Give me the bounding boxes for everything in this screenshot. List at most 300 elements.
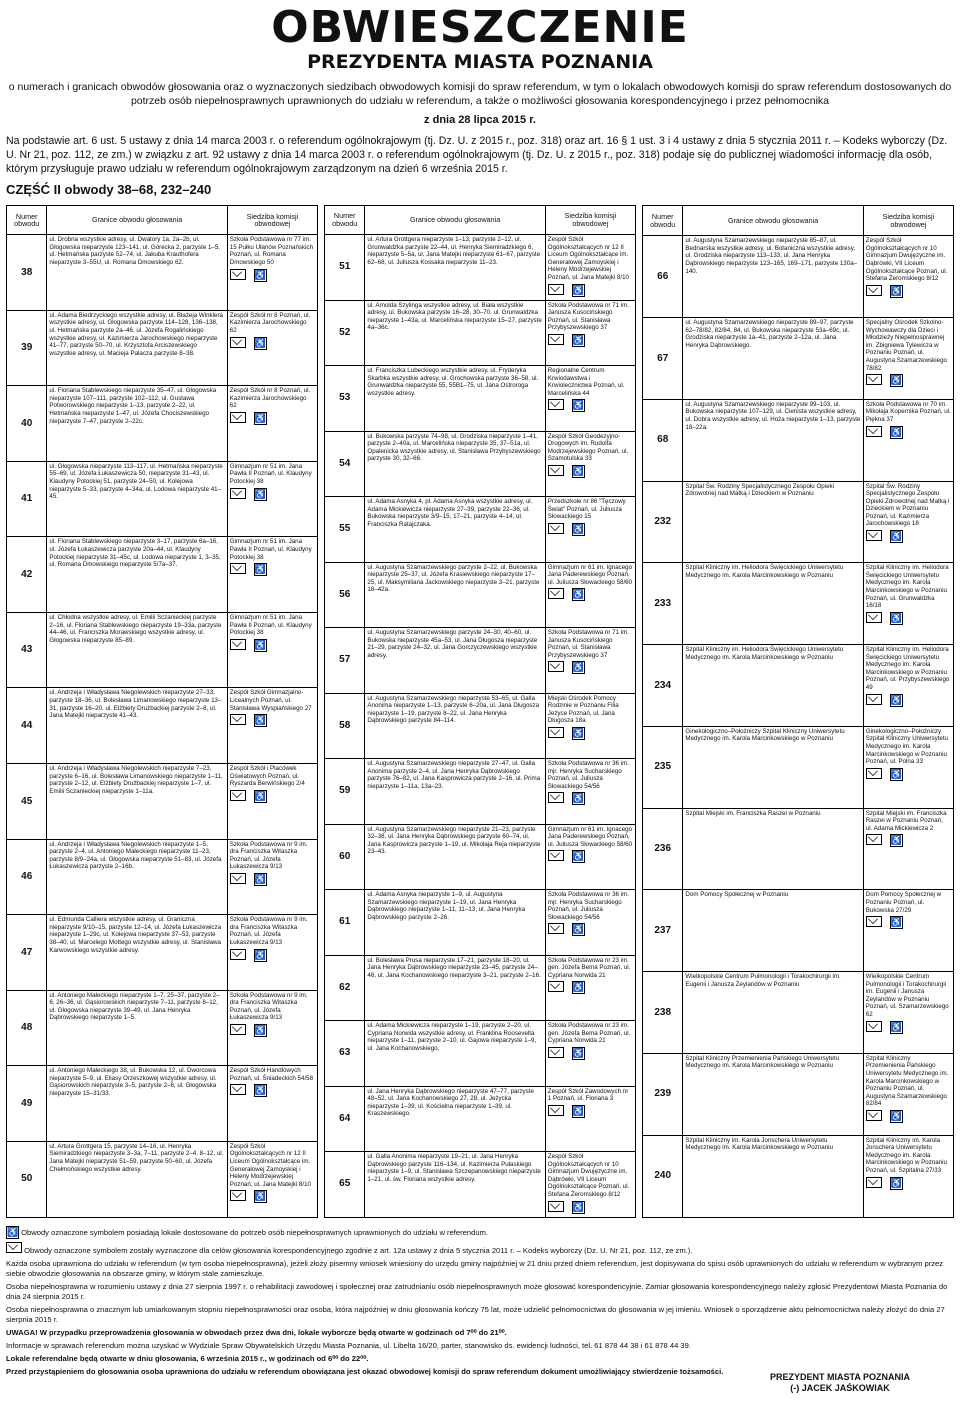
commission-seat-text: Zespół Szkół Handlowych Poznań, ul. Śniadeckich 54/58	[229, 1067, 314, 1082]
accessibility-icon: ♿	[572, 1047, 585, 1058]
accessibility-icon: ♿	[890, 1111, 903, 1122]
table-row	[325, 890, 636, 956]
seat-symbols	[548, 850, 585, 863]
seat-symbols	[230, 269, 267, 282]
accessibility-icon: ♿	[7, 1226, 19, 1237]
district-number: 238	[643, 972, 683, 1054]
district-bounds: ul. Adama Asnyka 4, pl. Adama Asnyka wszystkie adresy, ul. Adama Mickiewicza nieparzyste 27–39, parzyste 22–36, ul. Bukowska nieparzyste 3/9–15, 17–21, parzyste 4–14, ul. Franciszka Ratajczaka.	[365, 497, 545, 563]
signature-name: (-) JACEK JAŚKOWIAK	[790, 1383, 890, 1393]
district-number: 55	[325, 497, 365, 563]
column-header-seat: Siedziba komisji obwodowej	[863, 206, 953, 236]
commission-seat-text: Specjalny Ośrodek Szkolno-Wychowawczy dla Dzieci i Młodzieży Niepełnosprawnej im. Zbigniewa Tylewicza w Poznaniu Poznań, ul. Augustyna Szamarzewskiego 78/82	[865, 318, 947, 372]
district-number: 46	[7, 839, 47, 915]
seat-symbols	[230, 639, 267, 652]
district-bounds: ul. Drobna wszystkie adresy, ul. Dwatory 1a, 2a–2b, ul. Głogowska nieparzyste 123–141, ul. Górecka 2, parzyste 1–5, ul. Hetmańska parzyste 52–74, ul. Jakuba Krauthofera nieparzyste 3–55U, ul. Romana Dmowskiego 62.	[47, 235, 227, 311]
envelope-icon	[548, 1047, 564, 1058]
note-4: Osoba niepełnosprawna w rozumieniu ustawy z dnia 27 sierpnia 1997 r. o rehabilitacji zawodowej i społecznej oraz zatrudnianiu osób niepełnosprawnych może głosować korespondencyjnie. Zamiar głosowania korespondencyjnego należy zgłosić Prezydentowi Miasta Poznania do dnia 24 sierpnia 2015 r.	[6, 1281, 948, 1301]
commission-seat	[545, 824, 635, 890]
district-bounds: ul. Artura Grottgera 15, parzyste 14–16, ul. Henryka Siemiradzkiego nieparzyste 3–3a, 7–11, parzyste 2–4, 8–12, ul. Jana Matejki nieparzyste 51–59, parzyste 50–60, ul. Józefa Chełmońskiego wszystkie adresy.	[47, 1141, 227, 1217]
column-header-seat: Siedziba komisji obwodowej	[227, 206, 317, 235]
note-7: Informacje w sprawach referendum można uzyskać w Wydziale Spraw Obywatelskich Urzędu Miasta Poznania, ul. Libelta 16/20, parter, stanowisko ds. ewidencji ludności, tel. 61 878 44 38 i 61 878 44 39.	[6, 1340, 691, 1350]
commission-seat	[545, 1086, 635, 1152]
table-row	[7, 1141, 318, 1217]
commission-seat	[863, 972, 953, 1054]
seat-symbols	[230, 714, 267, 727]
district-bounds: ul. Augustyna Szamarzewskiego nieparzyste 99–103, ul. Bukowska nieparzyste 107–129, ul. Cienista wszystkie adresy, ul. Dobra wszystkie adresy, ul. Hoża nieparzyste 1–13, parzyste 18–22a.	[683, 399, 863, 481]
table-row	[7, 310, 318, 386]
district-bounds: ul. Jana Henryka Dąbrowskiego nieparzyste 47–77, parzyste 48–52, ul. Jana Kochanowskiego 27, 28, ul. Jeżycka nieparzyste 1–39, ul. Kościelna nieparzyste 1–39, ul. Kraszewskiego.	[365, 1086, 545, 1152]
envelope-icon	[230, 1024, 246, 1035]
table-row	[7, 235, 318, 311]
envelope-icon	[548, 1105, 564, 1116]
seat-symbols	[866, 285, 903, 298]
district-number: 58	[325, 693, 365, 759]
commission-seat	[545, 1021, 635, 1087]
commission-seat-text: Szkoła Podstawowa nr 77 im. 15 Pułku Ułanów Poznańskich Poznań, ul. Romana Dmowskiego 50	[229, 236, 314, 266]
district-number: 48	[7, 990, 47, 1066]
commission-seat	[227, 537, 317, 613]
commission-seat	[545, 628, 635, 694]
district-bounds: Szpital Kliniczny im. Heliodora Święcickiego Uniwersytetu Medycznego im. Karola Marcinkowskiego w Poznaniu	[683, 563, 863, 645]
commission-seat-text: Zespół Szkół Geodezyjno-Drogowych im. Rudolfa Modrzejewskiego Poznań, ul. Szamotulska 33	[547, 432, 629, 463]
seat-symbols	[548, 1201, 585, 1214]
commission-seat-text: Gimnazjum nr 51 im. Jana Pawła II Poznań, ul. Klaudyny Potockiej 38	[229, 613, 312, 637]
district-bounds: Szpital Kliniczny im. Karola Jonschera Uniwersytetu Medycznego im. Karola Marcinkowskiego w Poznaniu	[683, 1135, 863, 1217]
part-heading: CZĘŚĆ II obwody 38–68, 232–240	[6, 182, 212, 197]
seat-symbols	[230, 337, 267, 350]
district-number: 44	[7, 688, 47, 764]
commission-seat-text: Zespół Szkół Ogólnokształcących nr 10 Gimnazjum Dwujęzyczne im. Dąbrówki, VII Liceum Ogólnokształcące Poznań, ul. Stefana Żeromskiego 8/12	[547, 1153, 630, 1198]
commission-seat-text: Szpital Miejski im. Franciszka Raszei w Poznaniu Poznań, ul. Adama Mickiewicza 2	[865, 809, 947, 832]
envelope-icon	[548, 923, 564, 934]
envelope-icon	[866, 374, 882, 385]
envelope-icon	[866, 916, 882, 927]
table-row	[7, 839, 318, 915]
envelope-icon	[866, 612, 882, 623]
seat-symbols	[548, 1105, 585, 1118]
seat-symbols	[230, 949, 267, 962]
seat-symbols	[230, 488, 267, 501]
district-bounds: ul. Bolesława Prusa nieparzyste 17–21, parzyste 18–20, ul. Jana Henryka Dąbrowskiego nieparzyste 23–45, parzyste 24–46, ul. Jana Kochanowskiego nieparzyste 3–21, parzyste 2–16.	[365, 955, 545, 1021]
accessibility-icon: ♿	[254, 564, 267, 575]
table-row	[643, 317, 954, 399]
commission-seat	[227, 310, 317, 386]
envelope-icon	[230, 949, 246, 960]
commission-seat	[227, 764, 317, 840]
commission-seat-text: Zespół Szkół i Placówek Oświatowych Poznań, ul. Ryszarda Berwińskiego 2/4	[229, 765, 305, 788]
district-bounds: ul. Andrzeja i Władysława Niegolewskich nieparzyste 27–33, parzyste 18–36, ul. Bolesława Limanowskiego nieparzyste 13–31, parzyste 16–20, ul. Elżbiety Drużbackiej parzyste 2–8, ul. Jana Matejki nieparzyste 41–43.	[47, 688, 227, 764]
district-bounds: Ginekologiczno–Położniczy Szpital Kliniczny Uniwersytetu Medycznego im. Karola Marcinkowskiego w Poznaniu	[683, 726, 863, 808]
seat-symbols	[230, 563, 267, 576]
accessibility-icon: ♿	[254, 1191, 267, 1202]
accessibility-icon: ♿	[254, 715, 267, 726]
commission-seat-text: Gimnazjum nr 51 im. Jana Pawła II Poznań, ul. Klaudyny Potockiej 38	[229, 538, 312, 561]
commission-seat	[863, 1135, 953, 1217]
seat-symbols	[866, 694, 903, 707]
seat-symbols	[548, 792, 585, 805]
seat-symbols	[548, 399, 585, 412]
accessibility-icon: ♿	[572, 589, 585, 600]
district-bounds: ul. Adama Mickiewicza nieparzyste 1–19, parzyste 2–20, ul. Cypriana Norwida wszystkie adresy, ul. Franklina Roosevelta nieparzyste 1–11, parzyste 2–10, ul. Gajowa nieparzyste 1–9, ul. Jana Kochanowskiego.	[365, 1021, 545, 1087]
notice-title: OBWIESZCZENIE	[271, 2, 689, 53]
table-row	[325, 1152, 636, 1218]
district-bounds: ul. Galla Anonima nieparzyste 19–21, ul. Jana Henryka Dąbrowskiego parzyste 116–134, ul. Kazimierza Pułaskiego nieparzyste 1–9, ul. Stanisława Szczepanowskiego nieparzyste 1–21, ul. św. Floriana wszystkie adresy.	[365, 1152, 545, 1218]
district-bounds: ul. Augustyna Szamarzewskiego nieparzyste 53–65, ul. Galla Anonima nieparzyste 1–13, parzyste 6–20a, ul. Jana Długosza nieparzyste 1–19, parzyste 8–22, ul. Jana Henryka Dąbrowskiego parzyste 84–114.	[365, 693, 545, 759]
table-row	[643, 726, 954, 808]
seat-symbols	[230, 873, 267, 886]
column-header-bounds: Granice obwodu głosowania	[365, 206, 545, 235]
accessibility-icon: ♿	[572, 793, 585, 804]
district-bounds: ul. Antoniego Małeckiego 38, ul. Bukowska 12, ul. Dworcowa nieparzyste 5–9, ul. Eliasy Orzeszkowej wszystkie adresy, ul. Gąsiorowskich nieparzyste 3–5, parzyste 2–6, ul. Głogowska nieparzyste 15–31/33.	[47, 1066, 227, 1142]
seat-symbols	[866, 768, 903, 781]
accessibility-icon: ♿	[572, 334, 585, 345]
commission-seat	[545, 300, 635, 366]
commission-seat	[863, 808, 953, 890]
district-bounds: Dom Pomocy Społecznej w Poznaniu	[683, 890, 863, 972]
table-row	[7, 990, 318, 1066]
district-number: 42	[7, 537, 47, 613]
commission-seat-text: Szkoła Podstawowa nr 9 im. dra Franciszka Witaszka Poznań, ul. Józefa Łukaszewicza 9/13	[229, 991, 308, 1022]
envelope-icon	[866, 768, 882, 779]
district-number: 60	[325, 824, 365, 890]
commission-seat	[227, 386, 317, 462]
seat-symbols	[866, 916, 903, 929]
table-row	[7, 461, 318, 537]
seat-symbols	[548, 1047, 585, 1060]
accessibility-icon: ♿	[890, 917, 903, 928]
seat-symbols	[548, 661, 585, 674]
commission-seat	[227, 990, 317, 1066]
envelope-icon	[230, 337, 246, 348]
seat-symbols	[548, 727, 585, 740]
seat-symbols	[866, 1021, 903, 1034]
envelope-icon	[548, 661, 564, 672]
accessibility-icon: ♿	[572, 284, 585, 295]
table-row	[325, 1021, 636, 1087]
table-row	[643, 890, 954, 972]
district-number: 240	[643, 1135, 683, 1217]
district-bounds: ul. Floriana Stablewskiego nieparzyste 35–47, ul. Głogowska nieparzyste 107–111, parzyste 102–112, ul. Gustawa Potworowskiego nieparzyste 1–13, parzyste 2–22, ul. Hetmańska nieparzyste 1–47, ul. Józefa Chociszewskiego nieparzyste 7–47, parzyste 2–22c.	[47, 386, 227, 462]
table-row	[325, 693, 636, 759]
seat-symbols	[548, 465, 585, 478]
accessibility-icon: ♿	[254, 790, 267, 801]
note-9: Przed przystąpieniem do głosowania osoba uprawniona do udziału w referendum obowiązana jest okazać obwodowej komisji do spraw referendum dokument umożliwiający stwierdzenie tożsamości.	[6, 1366, 724, 1376]
commission-seat-text: Dom Pomocy Społecznej w Poznaniu Poznań, ul. Bukowska 27/29	[865, 891, 942, 914]
envelope-icon	[548, 588, 564, 599]
district-number: 63	[325, 1021, 365, 1087]
accessibility-icon: ♿	[572, 523, 585, 534]
commission-seat	[227, 235, 317, 311]
district-bounds: ul. Augustyna Szamarzewskiego nieparzyste 85–87, ul. Bednarska wszystkie adresy, ul. Botaniczna wszystkie adresy, ul. Grodziska nieparzyste 113–133, ul. Jana Henryka Dąbrowskiego nieparzyste 123–165, 169–171, parzyste 130a–140.	[683, 236, 863, 318]
district-number: 57	[325, 628, 365, 694]
commission-seat-text: Szkoła Podstawowa nr 23 im. gen. Józefa Bema Poznań, ul. Cypriana Norwida 21	[547, 1022, 631, 1045]
commission-seat-text: Zespół Szkół nr 8 Poznań, ul. Kazimierza Jarochowskiego 62	[229, 387, 311, 410]
accessibility-icon: ♿	[890, 1021, 903, 1032]
commission-seat	[863, 317, 953, 399]
commission-seat	[227, 839, 317, 915]
note-5: Osoba niepełnosprawna o znacznym lub umiarkowanym stopniu niepełnosprawności oraz osoba, która najpóźniej w dniu głosowania kończy 75 lat, może udzielić pełnomocnictwa do głosowania w jej imieniu. Wniosek o sporządzenie aktu pełnomocnictwa należy złożyć do dnia 27 sierpnia 2015 r.	[6, 1304, 945, 1324]
commission-seat-text: Wielkopolskie Centrum Pulmonologii i Torakochirurgii im. Eugenii i Janusza Zeylandów w Poznaniu Poznań, ul. Szamarzewskiego 62	[865, 973, 949, 1019]
district-number: 51	[325, 235, 365, 301]
column-header-bounds: Granice obwodu głosowania	[47, 206, 227, 235]
district-number: 40	[7, 386, 47, 462]
envelope-icon	[548, 465, 564, 476]
accessibility-icon: ♿	[890, 835, 903, 846]
district-number: 236	[643, 808, 683, 890]
envelope-icon	[230, 790, 246, 801]
table-row	[7, 764, 318, 840]
district-bounds: ul. Andrzeja i Władysława Niegolewskich nieparzyste 7–23, parzyste 6–16, ul. Bolesława Limanowskiego nieparzyste 1–11, parzyste 2–12, ul. Elżbiety Drużbackiej nieparzyste 1–7, ul. Emilii Sczanieckiej nieparzyste 1–11a.	[47, 764, 227, 840]
district-number: 52	[325, 300, 365, 366]
commission-seat	[545, 562, 635, 628]
district-number: 45	[7, 764, 47, 840]
seat-symbols	[866, 612, 903, 625]
signature	[770, 1372, 910, 1394]
table-row	[325, 562, 636, 628]
seat-symbols	[866, 374, 903, 387]
district-number: 61	[325, 890, 365, 956]
envelope-icon	[230, 269, 246, 280]
commission-seat	[227, 1066, 317, 1142]
envelope-icon	[548, 727, 564, 738]
commission-seat	[227, 461, 317, 537]
envelope-icon	[548, 850, 564, 861]
table-row	[643, 808, 954, 890]
commission-seat	[545, 1152, 635, 1218]
envelope-icon	[866, 426, 882, 437]
envelope-icon	[548, 981, 564, 992]
commission-seat	[545, 235, 635, 301]
accessibility-icon: ♿	[890, 426, 903, 437]
seat-symbols	[548, 284, 585, 297]
commission-seat-text: Zespół Szkół Ogólnokształcących nr 10 Gimnazjum Dwujęzyczne im. Dąbrówki, VII Liceum Ogólnokształcące Poznań, ul. Stefana Żeromskiego 8/12	[865, 237, 948, 283]
district-number: 43	[7, 612, 47, 688]
envelope-icon	[548, 523, 564, 534]
district-table-3	[642, 205, 954, 1218]
table-row	[325, 955, 636, 1021]
accessibility-icon: ♿	[572, 924, 585, 935]
district-number: 64	[325, 1086, 365, 1152]
seat-symbols	[866, 834, 903, 847]
accessibility-icon: ♿	[890, 375, 903, 386]
district-number: 47	[7, 915, 47, 991]
envelope-icon	[548, 1201, 564, 1212]
commission-seat-text: Szpital Kliniczny im. Karola Jonschera Uniwersytetu Medycznego im. Karola Marcinkowskiego w Poznaniu Poznań, ul. Szpitalna 27/33	[865, 1136, 947, 1174]
district-bounds: ul. Augustyna Szamarzewskiego parzyste 24–30, 40–60, ul. Bukowska nieparzyste 45a–53, ul. Jana Długosza nieparzyste 21–29, parzyste 24–32, ul. Jana Gorczyczewskiego wszystkie adresy.	[365, 628, 545, 694]
district-bounds: ul. Bukowska parzyste 74–98, ul. Grodziska nieparzyste 1–41, parzyste 2–40a, ul. Marcelińska nieparzyste 35, 37–51a, ul. Opalenicka wszystkie adresy, ul. Stanisława Przybyszewskiego parzyste 30, 32–66.	[365, 431, 545, 497]
district-tables	[6, 205, 954, 1218]
signature-role: PREZYDENT MIASTA POZNANIA	[769, 1372, 910, 1382]
accessibility-icon: ♿	[254, 639, 267, 650]
envelope-icon	[230, 1084, 246, 1095]
district-number: 56	[325, 562, 365, 628]
district-bounds: ul. Chłodna wszystkie adresy, ul. Emilii Sczanieckiej parzyste 2–16, ul. Floriana Stablewskiego nieparzyste 19–33a, parzyste 44–46, ul. Franciszka Morawskiego wszystkie adresy, ul. Głogowska nieparzyste 85–89.	[47, 612, 227, 688]
accessibility-icon: ♿	[572, 1201, 585, 1212]
seat-symbols	[230, 412, 267, 425]
table-row	[643, 563, 954, 645]
envelope-icon	[230, 563, 246, 574]
district-number: 62	[325, 955, 365, 1021]
table-row	[643, 972, 954, 1054]
district-number: 67	[643, 317, 683, 399]
envelope-icon	[866, 1110, 882, 1121]
district-number: 39	[7, 310, 47, 386]
table-row	[325, 366, 636, 432]
table-row	[643, 645, 954, 727]
district-bounds: Wielkopolskie Centrum Pulmonologii i Torakochirurgii im. Eugenii i Janusza Zeylandów w Poznaniu	[683, 972, 863, 1054]
commission-seat	[863, 726, 953, 808]
district-number: 235	[643, 726, 683, 808]
commission-seat-text: Regionalne Centrum Krwiodawstwa i Krwiolecznictwa Poznań, ul. Marcelińska 44	[547, 367, 625, 397]
commission-seat	[227, 688, 317, 764]
accessibility-icon: ♿	[572, 465, 585, 476]
district-number: 59	[325, 759, 365, 825]
commission-seat	[863, 890, 953, 972]
commission-seat	[545, 366, 635, 432]
district-bounds: ul. Adama Asnyka nieparzyste 1–9, ul. Augustyna Szamarzewskiego nieparzyste 1–19, ul. Jana Henryka Dąbrowskiego nieparzyste 1–11, 11–13, ul. Jana Henryka Dąbrowskiego parzyste 2–26.	[365, 890, 545, 956]
district-bounds: ul. Augustyna Szamarzewskiego nieparzyste 89–97, parzyste 62–78/82, 82/84, 84, ul. Bukowska nieparzyste 53a–69c, ul. Grodziska nieparzyste 1a–41, parzyste 2–12a, ul. Jana Henryka Dąbrowskiego.	[683, 317, 863, 399]
district-number: 233	[643, 563, 683, 645]
accessibility-icon: ♿	[572, 727, 585, 738]
accessibility-icon: ♿	[254, 1085, 267, 1096]
district-number: 41	[7, 461, 47, 537]
accessibility-icon: ♿	[890, 1177, 903, 1188]
column-header-bounds: Granice obwodu głosowania	[683, 206, 863, 236]
district-bounds: ul. Augustyna Szamarzewskiego nieparzyste 27–47, ul. Galla Anonima parzyste 2–4, ul. Jana Henryka Dąbrowskiego parzyste 76–82, ul. Jana Kasprowicza parzyste 2–16, ul. Prima nieparzyste 1–11a, 13a–23.	[365, 759, 545, 825]
accessibility-icon: ♿	[890, 694, 903, 705]
seat-symbols	[548, 981, 585, 994]
accessibility-icon: ♿	[572, 662, 585, 673]
table-row	[643, 236, 954, 318]
seat-symbols	[866, 426, 903, 439]
district-bounds: ul. Andrzeja i Władysława Niegolewskich nieparzyste 1–5, parzyste 2–4, ul. Antoniego Małeckiego nieparzyste 11–23, parzyste 8/9–24a, ul. Głogowska nieparzyste 51–83, ul. Józefa Łukaszewicza parzyste 2–16b.	[47, 839, 227, 915]
accessibility-icon: ♿	[890, 531, 903, 542]
seat-symbols	[866, 1177, 903, 1190]
accessibility-icon: ♿	[254, 413, 267, 424]
accessibility-icon: ♿	[254, 873, 267, 884]
notice-subtitle: PREZYDENTA MIASTA POZNANIA	[307, 51, 653, 73]
district-bounds: ul. Augustyna Szamarzewskiego parzyste 2–22, ul. Bukowska nieparzyste 25–37, ul. Józefa Krasiewskiego nieparzyste 17–25, ul. Maksymiliana Jackowskiego nieparzyste 3–21, parzyste 18–42a.	[365, 562, 545, 628]
envelope-icon	[6, 1242, 22, 1253]
table-row	[325, 300, 636, 366]
commission-seat	[545, 431, 635, 497]
district-number: 66	[643, 236, 683, 318]
envelope-icon	[866, 1021, 882, 1032]
seat-symbols	[866, 530, 903, 543]
commission-seat	[227, 915, 317, 991]
commission-seat-text: Szpital Św. Rodziny Specjalistycznego Zespołu Opieki Zdrowotnej nad Matką i Dzieckiem w Poznaniu Poznań, ul. Kazimierza Jarochowskiego 18	[865, 482, 950, 528]
envelope-icon	[548, 399, 564, 410]
table-row	[325, 431, 636, 497]
notice-page	[0, 2, 960, 1420]
commission-seat-text: Szkoła Podstawowa nr 71 im. Janusza Kusocińskiego Poznań, ul. Stanisława Przybyszewskiego 37	[547, 629, 629, 659]
commission-seat	[545, 890, 635, 956]
table-row	[7, 386, 318, 462]
commission-seat-text: Szpital Kliniczny im. Heliodora Święcickiego Uniwersytetu Medycznego im. Karola Marcinkowskiego w Poznaniu Poznań, ul. Grunwaldzka 16/18	[865, 564, 949, 610]
commission-seat-text: Szkoła Podstawowa nr 71 im. Janusza Kusocińskiego Poznań, ul. Stanisława Przybyszewskiego 37	[547, 301, 629, 332]
table-row	[7, 612, 318, 688]
commission-seat	[545, 955, 635, 1021]
seat-symbols	[230, 790, 267, 803]
table-row	[643, 481, 954, 563]
envelope-icon	[866, 1177, 882, 1188]
district-bounds: ul. Adama Biedrzyckiego wszystkie adresy, ul. Błażeja Winklera wszystkie adresy, ul. Głogowska parzyste 114–128, 136–138, ul. Hetmańska parzyste 2a–46, ul. Józefa Rogalińskiego wszystkie adresy, ul. Kazimierza Jarochowskiego nieparzyste 41–77, parzyste 50–70, ul. Krzysztofa Arciszewskiego wszystkie adresy, ul. Macieja Palacza parzyste 8–38.	[47, 310, 227, 386]
envelope-icon	[230, 639, 246, 650]
commission-seat-text: Szkoła Podstawowa nr 9 im. dra Franciszka Witaszka Poznań, ul. Józefa Łukaszewicza 9/13	[229, 840, 308, 871]
commission-seat	[863, 236, 953, 318]
commission-seat-text: Szpital Kliniczny Przemienienia Pańskiego Uniwersytetu Medycznego im. Karola Marcinkowskiego w Poznaniu Poznań, ul. Augustyna Szamarzewskiego 82/84	[865, 1054, 949, 1108]
column-header-number: Numer obwodu	[325, 206, 365, 235]
district-bounds: ul. Antoniego Małeckiego nieparzyste 1–7, 25–37, parzyste 2–6, 26–36, ul. Gąsiorowskich nieparzyste 7–11, parzyste 8–12, ul. Głogowska nieparzyste 39–49, ul. Jana Henryka Dąbrowskiego nieparzyste 1–5.	[47, 990, 227, 1066]
commission-seat-text: Gimnazjum nr 61 im. Ignacego Jana Paderewskiego Poznań, ul. Juliusza Słowackiego 58/60	[547, 563, 633, 586]
commission-seat-text: Szkoła Podstawowa nr 36 im. mjr. Henryka Sucharskiego Poznań, ul. Juliusza Słowackiego 54/56	[547, 891, 629, 921]
notice-date: z dnia 28 lipca 2015 r.	[424, 114, 536, 126]
table-row	[643, 1135, 954, 1217]
district-bounds: ul. Augustyna Szamarzewskiego nieparzyste 21–23, parzyste 32–38, ul. Jana Henryka Dąbrowskiego parzyste 60–74, ul. Jana Kasprowicza parzyste 1–19, ul. Mikołaja Reja nieparzyste 23–43.	[365, 824, 545, 890]
commission-seat	[545, 693, 635, 759]
district-number: 68	[643, 399, 683, 481]
commission-seat-text: Przedszkole nr 86 "Tęczowy Świat" Poznań, ul. Juliusza Słowackiego 15	[547, 498, 626, 521]
district-number: 38	[7, 235, 47, 311]
district-number: 234	[643, 645, 683, 727]
commission-seat	[545, 497, 635, 563]
table-row	[643, 1053, 954, 1135]
column-header-number: Numer obwodu	[643, 206, 683, 236]
commission-seat	[227, 1141, 317, 1217]
commission-seat-text: Zespół Szkół Zawodowych nr 1 Poznań, ul. Floriana 3	[547, 1087, 629, 1103]
accessibility-icon: ♿	[890, 768, 903, 779]
table-row	[643, 399, 954, 481]
district-table-1	[6, 205, 318, 1218]
envelope-icon	[548, 792, 564, 803]
commission-seat-text: Szkoła Podstawowa nr 70 im. Mikołaja Kopernika Poznań, ul. Piękna 37	[865, 400, 951, 423]
column-header-number: Numer obwodu	[7, 206, 47, 235]
district-bounds: Szpital Kliniczny im. Heliodora Święcickiego Uniwersytetu Medycznego im. Karola Marcinkowskiego w Poznaniu	[683, 645, 863, 727]
table-row	[7, 1066, 318, 1142]
envelope-icon	[866, 834, 882, 845]
commission-seat-text: Szkoła Podstawowa nr 23 im. gen. Józefa Bema Poznań, ul. Cypriana Norwida 21	[547, 956, 631, 979]
commission-seat-text: Zespół Szkół nr 8 Poznań, ul. Kazimierza Jarochowskiego 62	[229, 311, 311, 334]
commission-seat-text: Miejski Ośrodek Pomocy Rodzinie w Poznaniu Filia Jeżyce Poznań, ul. Jana Długosza 18a	[547, 694, 619, 725]
district-bounds: ul. Artura Grottgera nieparzyste 1–13, parzyste 2–12, ul. Grunwaldzka parzyste 22–44, ul. Henryka Siemiradzkiego 6, nieparzyste 5–5a, ul. Jana Matejki nieparzyste 61–67, parzyste 62–68, ul. Juliusza Kossaka nieparzyste 11–23.	[365, 235, 545, 301]
table-row	[325, 824, 636, 890]
seat-symbols	[230, 1024, 267, 1037]
accessibility-icon: ♿	[572, 851, 585, 862]
accessibility-icon: ♿	[890, 612, 903, 623]
envelope-icon	[230, 412, 246, 423]
note-postal: Obwody oznaczone symbolem zostały wyznaczone dla celów głosowania korespondencyjnego zgodnie z art. 12a ustawy z dnia 5 stycznia 2011 r. – Kodeks wyborczy (Dz. U. Nr 21, poz. 112, ze zm.).	[6, 1242, 954, 1256]
district-bounds: ul. Franciszka Lubeckiego wszystkie adresy, ul. Fryderyka Skarbka wszystkie adresy, ul. Grochowska parzyste 36–58, ul. Grunwaldzka nieparzyste 55, 55B1–75, ul. Jana Ostroroga wszystkie adresy.	[365, 366, 545, 432]
district-bounds: Szpital Św. Rodziny Specjalistycznego Zespołu Opieki Zdrowotnej nad Matką i Dzieckiem w Poznaniu	[683, 481, 863, 563]
commission-seat-text: Gimnazjum nr 61 im. Ignacego Jana Paderewskiego Poznań, ul. Juliusza Słowackiego 58/60	[547, 825, 633, 848]
commission-seat	[863, 645, 953, 727]
accessibility-icon: ♿	[254, 1025, 267, 1036]
seat-symbols	[230, 1084, 267, 1097]
accessibility-icon: ♿	[572, 982, 585, 993]
envelope-icon	[866, 285, 882, 296]
seat-symbols	[548, 523, 585, 536]
seat-symbols	[230, 1190, 267, 1203]
note-accessible: ♿ Obwody oznaczone symbolem posiadają lokale dostosowane do potrzeb osób niepełnosprawnych uprawnionych do udziału w referendum.	[7, 1226, 488, 1237]
commission-seat-text: Zespół Szkół Ogólnokształcących nr 12 II Liceum Ogólnokształcące im. Generałowej Zamoyskiej i Heleny Modrzejewskiej Poznań, ul. Jana Matejki 8/10	[229, 1142, 311, 1188]
commission-seat	[863, 563, 953, 645]
district-bounds: ul. Arnolda Szylinga wszystkie adresy, ul. Biała wszystkie adresy, ul. Bukowska parzyste 16–28, 30–70, ul. Grunwaldzka nieparzyste 1–43a, ul. Marcelińska nieparzyste 15–27, parzyste 4a–36c.	[365, 300, 545, 366]
accessibility-icon: ♿	[572, 400, 585, 411]
district-number: 49	[7, 1066, 47, 1142]
commission-seat-text: Szpital Kliniczny im. Heliodora Święcickiego Uniwersytetu Medycznego im. Karola Marcinkowskiego w Poznaniu Poznań, ul. Przybyszewskiego 49	[865, 646, 950, 691]
district-bounds: ul. Głogowska nieparzyste 113–117, ul. Hetmańska nieparzyste 55–69, ul. Józefa Łukaszewicza 50, nieparzyste 31–43, ul. Klaudyny Potockiej 51, parzyste 24–50, ul. Kolejowa nieparzyste 5–33, parzyste 4–34a, ul. Lodowa nieparzyste 41–45.	[47, 461, 227, 537]
envelope-icon	[230, 488, 246, 499]
